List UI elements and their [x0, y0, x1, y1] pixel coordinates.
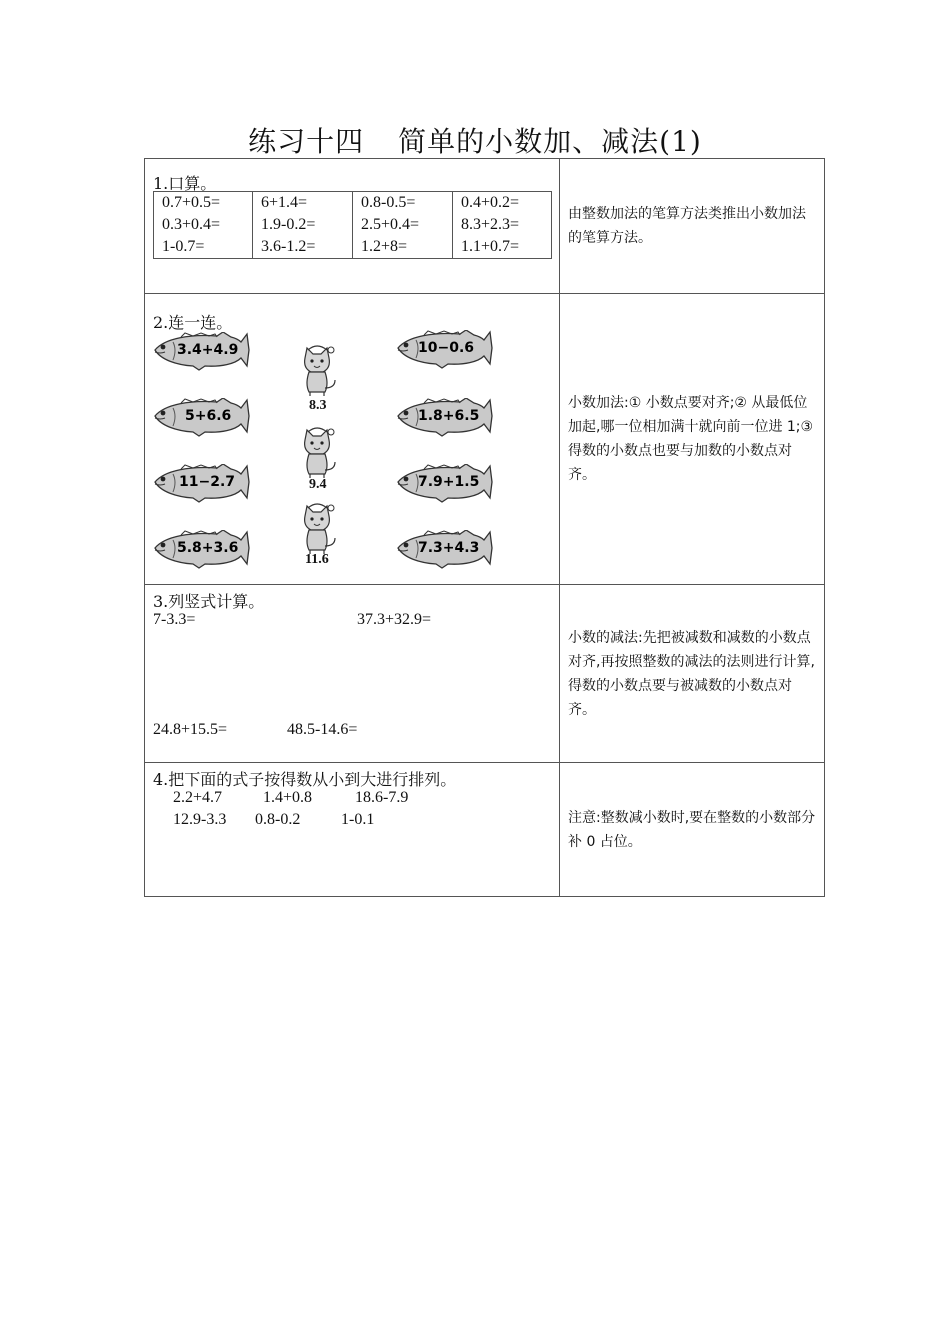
oral-item: 0.8-0.5= [361, 194, 416, 211]
oral-col [253, 192, 353, 259]
cat-icon[interactable] [295, 426, 341, 482]
q4-expr: 12.9-3.3 [173, 811, 227, 828]
q4-note: 注意:整数减小数时,要在整数的小数部分补 0 占位。 [560, 763, 825, 897]
q4-expr: 0.8-0.2 [255, 811, 301, 828]
q1-label: 1.口算。 [153, 174, 217, 193]
svg-text:5.8+3.6: 5.8+3.6 [177, 540, 239, 556]
oral-item: 8.3+2.3= [461, 216, 520, 233]
fish-right-4[interactable] [394, 530, 494, 570]
q3-cell [145, 585, 560, 763]
svg-text:1.8+6.5: 1.8+6.5 [418, 408, 480, 424]
fish-left-2[interactable] [151, 398, 251, 438]
q3-expr: 48.5-14.6= [287, 721, 358, 738]
oral-item: 1.2+8= [361, 238, 408, 255]
q4-label: 4.把下面的式子按得数从小到大进行排列。 [153, 770, 457, 789]
oral-item: 0.3+0.4= [162, 216, 221, 233]
fish-left-4[interactable] [151, 530, 251, 570]
q4-expr: 1.4+0.8 [263, 789, 313, 806]
q2-label: 2.连一连。 [153, 313, 233, 332]
q1-cell [145, 159, 560, 294]
svg-text:7.3+4.3: 7.3+4.3 [418, 540, 480, 556]
oral-col [154, 192, 253, 259]
q4-cell [145, 763, 560, 897]
q2-note: 小数加法:① 小数点要对齐;② 从最低位加起,哪一位相加满十就向前一位进 1;③ 得数的小数点也要与加数的小数点对齐。 [560, 294, 825, 585]
cat-number: 8.3 [309, 398, 327, 413]
oral-col [453, 192, 552, 259]
q3-note: 小数的减法:先把被减数和减数的小数点对齐,再按照整数的减法的法则进行计算,得数的小数点要与被减数的小数点对齐。 [560, 585, 825, 763]
q4-expr: 1-0.1 [341, 811, 375, 828]
oral-item: 2.5+0.4= [361, 216, 420, 233]
fish-right-1[interactable] [394, 330, 494, 370]
oral-item: 1.9-0.2= [261, 216, 316, 233]
cat-icon[interactable] [295, 502, 341, 558]
exercise-table [144, 158, 825, 897]
q3-expr: 24.8+15.5= [153, 721, 228, 738]
svg-text:5+6.6: 5+6.6 [185, 408, 232, 424]
svg-text:11−2.7: 11−2.7 [179, 474, 236, 490]
oral-item: 0.4+0.2= [461, 194, 520, 211]
oral-col [353, 192, 453, 259]
fish-right-2[interactable] [394, 398, 494, 438]
q3-label: 3.列竖式计算。 [153, 592, 265, 611]
svg-text:10−0.6: 10−0.6 [418, 340, 475, 356]
title-main: 练习十四 [248, 125, 365, 158]
oral-item: 3.6-1.2= [261, 238, 316, 255]
q2-cell [145, 294, 560, 585]
q4-expr: 2.2+4.7 [173, 789, 223, 806]
title-sub: 简单的小数加、减法(1) [398, 125, 702, 158]
svg-text:3.4+4.9: 3.4+4.9 [177, 342, 239, 358]
oral-item: 1-0.7= [162, 238, 205, 255]
q3-expr: 37.3+32.9= [357, 611, 432, 628]
fish-left-3[interactable] [151, 464, 251, 504]
q4-expr: 18.6-7.9 [355, 789, 409, 806]
cat-number: 11.6 [305, 552, 329, 567]
svg-text:7.9+1.5: 7.9+1.5 [418, 474, 480, 490]
q3-expr: 7-3.3= [153, 611, 196, 628]
page-title [0, 120, 950, 160]
oral-item: 6+1.4= [261, 194, 308, 211]
oral-item: 0.7+0.5= [162, 194, 221, 211]
oral-table [153, 191, 552, 259]
q1-note: 由整数加法的笔算方法类推出小数加法的笔算方法。 [560, 159, 825, 294]
fish-left-1[interactable] [151, 332, 251, 372]
cat-number: 9.4 [309, 477, 327, 492]
oral-item: 1.1+0.7= [461, 238, 520, 255]
fish-right-3[interactable] [394, 464, 494, 504]
cat-icon[interactable] [295, 344, 341, 400]
